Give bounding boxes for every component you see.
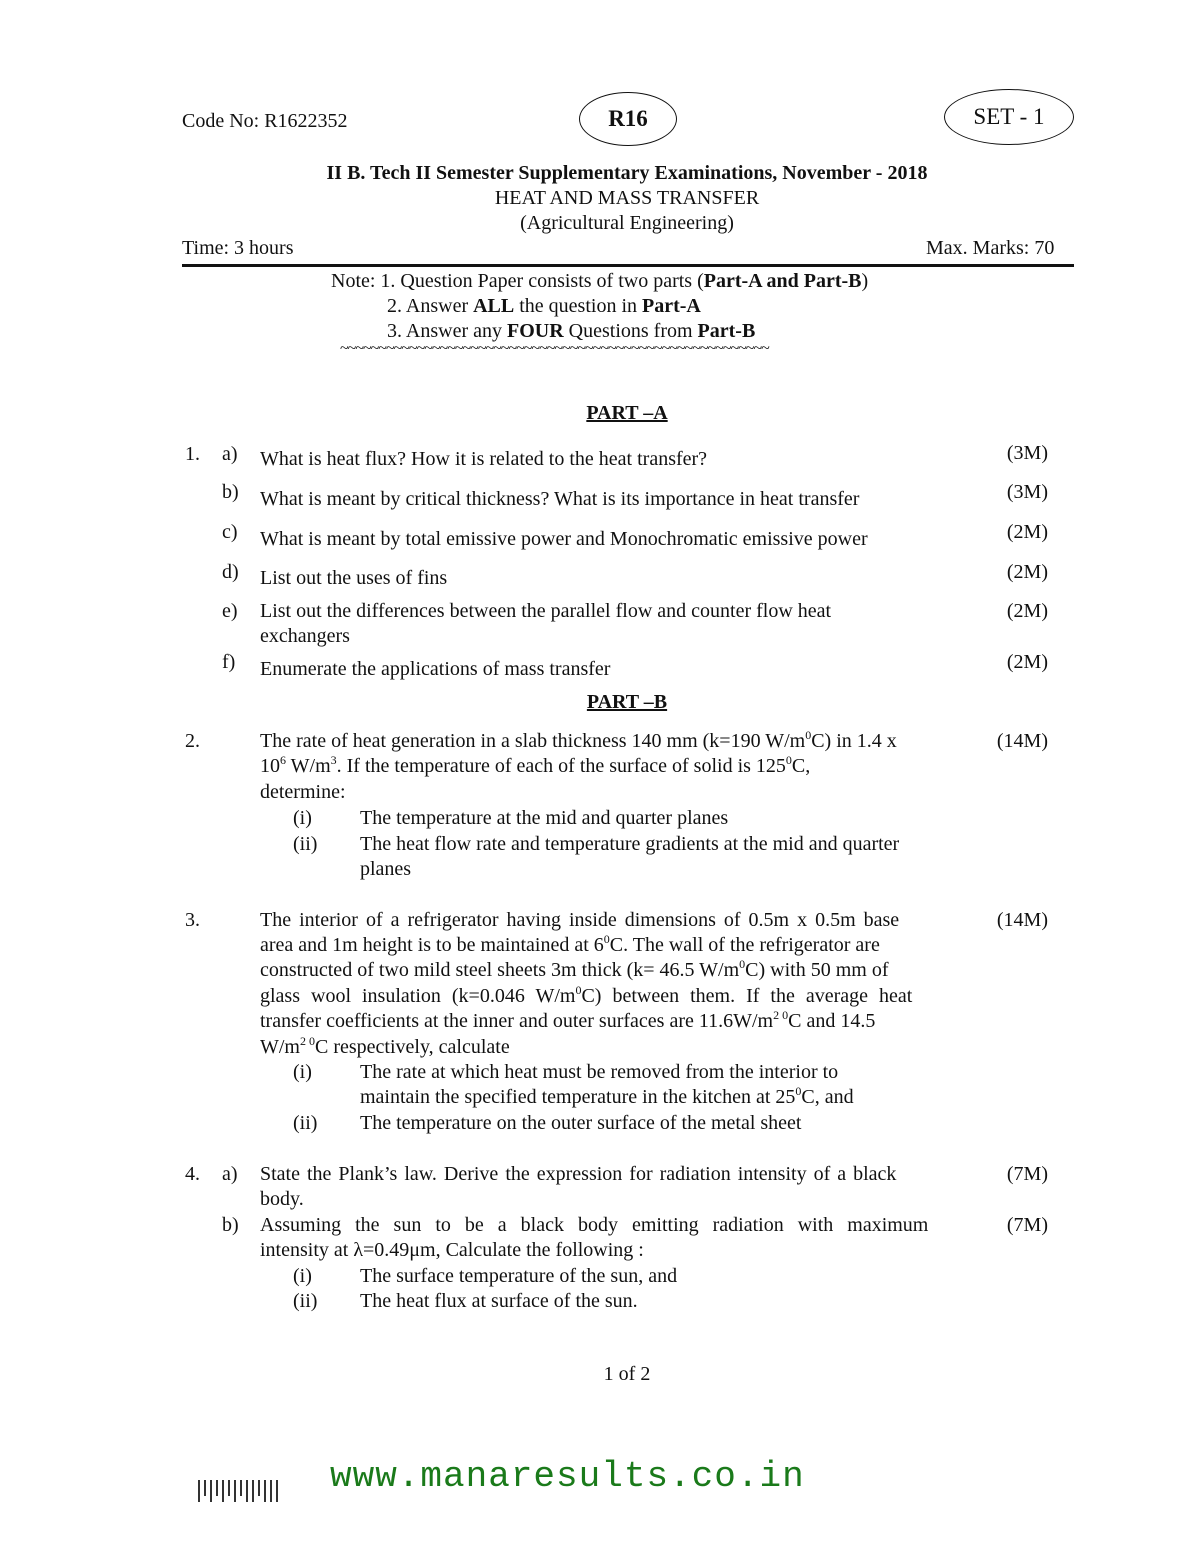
q2-line-2 xyxy=(260,755,810,778)
q2-marks: (14M) xyxy=(996,730,1048,752)
q4-sub-ii-text: The heat flux at surface of the sun. xyxy=(360,1290,638,1312)
q3-sub-i-text: The rate at which heat must be removed from the interior to xyxy=(360,1061,839,1083)
q3-sub-i-label: (i) xyxy=(293,1061,312,1083)
q4-b-line-1: Assuming the sun to be a black body emitting radiation with maximum xyxy=(260,1214,929,1236)
subject-title: HEAT AND MASS TRANSFER xyxy=(494,187,760,209)
note-1-text: Note: 1. Question Paper consists of two parts ( xyxy=(331,270,704,292)
q1-e-marks: (2M) xyxy=(1006,600,1048,622)
q4-sub-i-label: (i) xyxy=(293,1265,312,1287)
max-marks: Max. Marks: 70 xyxy=(926,237,1055,259)
code-number: Code No: R1622352 xyxy=(182,110,348,132)
footer-url[interactable]: www.manaresults.co.in xyxy=(330,1456,805,1497)
q4-sub-i-text: The surface temperature of the sun, and xyxy=(360,1265,678,1287)
q2-sup-3: 3 xyxy=(330,753,337,767)
note-1-bold: Part-A and Part-B xyxy=(703,270,862,292)
q3-line-4 xyxy=(260,985,912,1008)
q4-b-marks: (7M) xyxy=(1006,1214,1048,1236)
q4-a-line-2: body. xyxy=(260,1188,304,1210)
q4-b-line-2: intensity at λ=0.49μm, Calculate the following : xyxy=(260,1239,644,1261)
q3-line-2-a: area and 1m height is to be maintained at 6 xyxy=(260,934,604,956)
q3-line-2 xyxy=(260,934,880,957)
page-number: 1 of 2 xyxy=(603,1363,651,1385)
q4-b-label: b) xyxy=(222,1214,239,1236)
barcode-graphic xyxy=(198,1480,278,1506)
part-a-heading: PART –A xyxy=(586,402,668,424)
q2-sub-i-label: (i) xyxy=(293,807,312,829)
q2-sup-1: 0 xyxy=(805,728,812,742)
note-separator: ~~~~~~~~~~~~~~~~~~~~~~~~~~~~~~~~~~~~~~~~~~~~~~~~~~~~~~~~ xyxy=(340,340,769,357)
note-1-close: ) xyxy=(861,270,869,292)
q1-d-text: List out the uses of fins xyxy=(260,567,448,589)
q2-sup-4: 0 xyxy=(785,753,792,767)
q3-sub-i-text-2 xyxy=(360,1086,854,1109)
part-b-heading: PART –B xyxy=(586,691,668,713)
q4-a-line-1: State the Plank’s law. Derive the expression for radiation intensity of a black xyxy=(260,1163,897,1185)
question-1-number: 1. xyxy=(185,443,200,465)
q2-sub-ii-label: (ii) xyxy=(293,833,318,855)
q2-sub-i-text: The temperature at the mid and quarter planes xyxy=(360,807,729,829)
q2-sub-ii-text-2: planes xyxy=(360,858,412,880)
note-3-mid: Questions from xyxy=(563,320,698,342)
q1-e-label: e) xyxy=(222,600,238,622)
q1-b-text: What is meant by critical thickness? What is its importance in heat transfer xyxy=(260,488,860,510)
q2-sub-ii-text: The heat flow rate and temperature gradients at the mid and quarter xyxy=(360,833,900,855)
q1-d-marks: (2M) xyxy=(1006,561,1048,583)
note-2-mid: the question in xyxy=(514,295,642,317)
q2-line-1-text: The rate of heat generation in a slab thickness 140 mm (k=190 W/m xyxy=(260,730,806,752)
regulation-badge: R16 xyxy=(579,92,677,146)
note-2-bold-all: ALL xyxy=(473,295,515,317)
q1-a-label: a) xyxy=(222,443,238,465)
note-line-1 xyxy=(331,270,868,293)
q3-line-5 xyxy=(260,1010,875,1033)
q3-sub-i-line-2-b: C, and xyxy=(801,1086,854,1108)
q3-sup-3: 0 xyxy=(575,983,582,997)
q1-e-text-2: exchangers xyxy=(260,625,350,647)
q3-line-1: The interior of a refrigerator having inside dimensions of 0.5m x 0.5m base xyxy=(260,909,900,931)
q1-e-text-1: List out the differences between the parallel flow and counter flow heat xyxy=(260,600,832,622)
question-3-number: 3. xyxy=(185,909,200,931)
header-rule xyxy=(182,264,1074,267)
set-badge: SET - 1 xyxy=(944,89,1074,145)
question-4-number: 4. xyxy=(185,1163,200,1185)
q3-line-3-b: C) with 50 mm of xyxy=(745,959,889,981)
q3-sub-ii-label: (ii) xyxy=(293,1112,318,1134)
q2-line-1 xyxy=(260,730,897,753)
q2-line-3: determine: xyxy=(260,781,346,803)
q4-a-label: a) xyxy=(222,1163,238,1185)
q3-line-4-b: C) between them. If the average heat xyxy=(581,985,913,1007)
q2-line-2-d: C, xyxy=(791,755,811,777)
q1-a-text: What is heat flux? How it is related to the heat transfer? xyxy=(260,448,708,470)
q3-sup-2: 0 xyxy=(739,957,746,971)
q2-line-2-c: . If the temperature of each of the surface of solid is 125 xyxy=(336,755,786,777)
q3-line-6-b: C respectively, calculate xyxy=(315,1036,510,1058)
question-2-number: 2. xyxy=(185,730,200,752)
q1-c-text: What is meant by total emissive power and Monochromatic emissive power xyxy=(260,528,868,550)
exam-title: II B. Tech II Semester Supplementary Examinations, November - 2018 xyxy=(326,162,928,184)
q1-a-marks: (3M) xyxy=(1006,442,1048,464)
q1-d-label: d) xyxy=(222,561,239,583)
q3-sub-i-line-2-a: maintain the specified temperature in the kitchen at 25 xyxy=(360,1086,796,1108)
q3-line-6-a: W/m xyxy=(260,1036,300,1058)
q3-line-3 xyxy=(260,959,889,982)
q3-line-5-b: C and 14.5 xyxy=(788,1010,876,1032)
note-2-text: 2. Answer xyxy=(387,295,474,317)
q3-marks: (14M) xyxy=(996,909,1048,931)
q2-line-2-a: 10 xyxy=(260,755,280,777)
q1-b-marks: (3M) xyxy=(1006,481,1048,503)
q1-f-label: f) xyxy=(222,651,236,673)
q3-line-6 xyxy=(260,1036,510,1059)
note-3-text: 3. Answer any xyxy=(387,320,507,342)
note-line-2 xyxy=(387,295,701,318)
note-3-bold-four: FOUR xyxy=(506,320,564,342)
q4-a-marks: (7M) xyxy=(1006,1163,1048,1185)
q3-sup-4: 2 0 xyxy=(773,1008,789,1022)
note-2-bold-part: Part-A xyxy=(642,295,701,317)
q4-sub-ii-label: (ii) xyxy=(293,1290,318,1312)
q1-c-label: c) xyxy=(222,521,238,543)
q2-line-2-b: W/m xyxy=(286,755,331,777)
branch-title: (Agricultural Engineering) xyxy=(520,212,734,234)
q3-sup-6: 0 xyxy=(795,1084,802,1098)
note-3-bold-part: Part-B xyxy=(697,320,756,342)
q1-f-text: Enumerate the applications of mass transfer xyxy=(260,658,611,680)
q3-line-4-a: glass wool insulation (k=0.046 W/m xyxy=(260,985,576,1007)
q3-sub-ii-text: The temperature on the outer surface of the metal sheet xyxy=(360,1112,802,1134)
q3-line-2-b: C. The wall of the refrigerator are xyxy=(609,934,880,956)
q3-line-5-a: transfer coefficients at the inner and outer surfaces are 11.6W/m xyxy=(260,1010,774,1032)
q1-c-marks: (2M) xyxy=(1006,521,1048,543)
exam-time: Time: 3 hours xyxy=(182,237,294,259)
q3-line-3-a: constructed of two mild steel sheets 3m thick (k= 46.5 W/m xyxy=(260,959,740,981)
q1-f-marks: (2M) xyxy=(1006,651,1048,673)
q2-sup-2: 6 xyxy=(280,753,286,767)
q1-b-label: b) xyxy=(222,481,239,503)
q3-sup-1: 0 xyxy=(603,932,610,946)
q3-sup-5: 2 0 xyxy=(300,1034,315,1048)
q2-line-1-end: C) in 1.4 x xyxy=(811,730,897,752)
